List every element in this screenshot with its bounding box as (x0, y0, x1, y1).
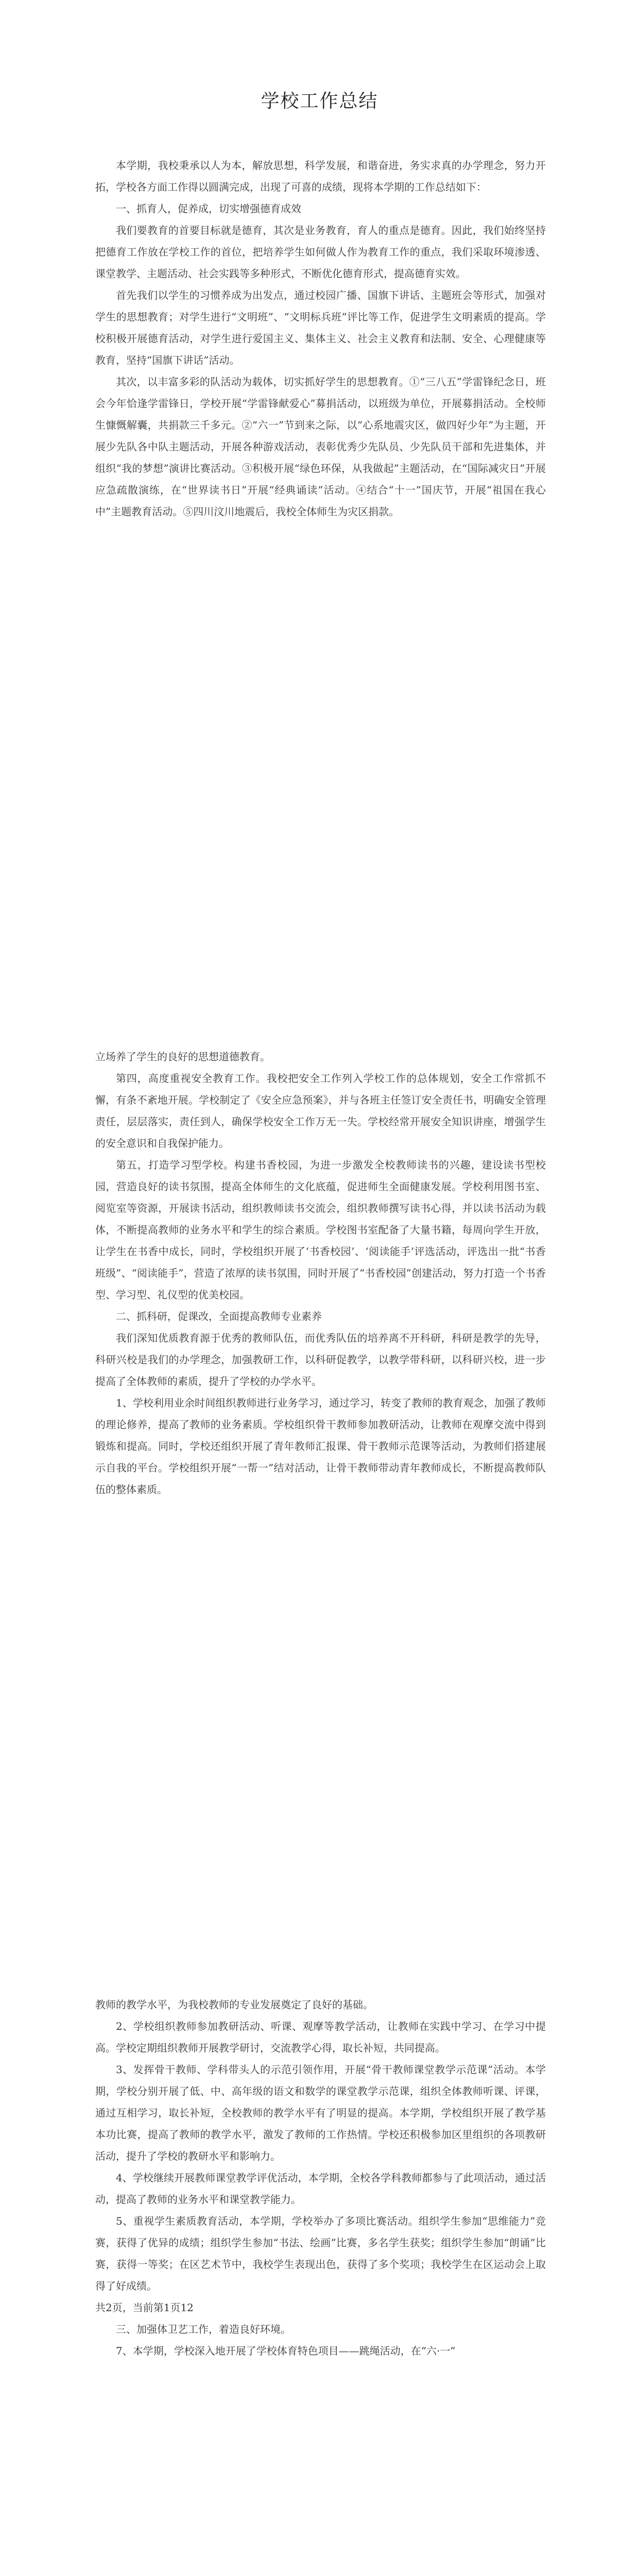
paragraph: 其次，以丰富多彩的队活动为载体，切实抓好学生的思想教育。①“三八五”学雷锋纪念日，班会今年恰逢学雷锋日，学校开展“学雷锋献爱心”募捐活动，以班级为单位，开展募捐活动。全校师生慷慨解囊，共捐款三千多元。②“六一”节到来之际，以“心系地震灾区，做四好少年”为主题，开展少先队各中队主题活动，开展各种游戏活动，表彰优秀少先队员、少先队员干部和先进集体，并组织“我的梦想”演讲比赛活动。③积极开展“绿色环保，从我做起”主题活动，在“国际减灾日”开展应急疏散演练，在“世界读书日”开展“经典诵读”活动。④结合“十一”国庆节，开展“祖国在我心中”主题教育活动。⑤四川汶川地震后，我校全体师生为灾区捐款。 (95, 376, 546, 518)
paragraph-intro: 本学期，我校秉承以人为本，解放思想，科学发展，和谐奋进，务实求真的办学理念，努力开拓，学校各方面工作得以圆满完成，出现了可喜的成绩，现将本学期的工作总结如下： (95, 159, 546, 193)
section-heading-3: 三、加强体卫艺工作，着造良好环境。 (116, 2323, 291, 2335)
page-title: 学校工作总结 (261, 91, 378, 112)
paragraph: 第四，高度重视安全教育工作。我校把安全工作列入学校工作的总体规划，安全工作常抓不懈，有条不紊地开展。学校制定了《安全应急预案》，并与各班主任签订安全责任书，明确安全管理责任，层层落实，责任到人，确保学校安全工作万无一失。学校经常开展安全知识讲座，增强学生的安全意识和自我保护能力。 (95, 1072, 546, 1149)
text-block-1 (95, 155, 546, 522)
text-block-2 (95, 1046, 546, 1500)
section-heading-1: 一、抓育人，促养成，切实增强德育成效 (116, 202, 301, 215)
paragraph: 4、学校继续开展教师课堂教学评优活动，本学期，全校各学科教师都参与了此项活动，通过活动，提高了教师的业务水平和课堂教学能力。 (95, 2172, 546, 2206)
page-indicator: 共2页，当前第1页12 (95, 2301, 194, 2314)
paragraph: 我们要教育的首要目标就是德育，其次是业务教育，育人的重点是德育。因此，我们始终坚持把德育工作放在学校工作的首位，把培养学生如何做人作为教育工作的重点，我们采取环境渗透、课堂教学、主题活动、社会实践等多种形式，不断优化德育形式，提高德育实效。 (95, 224, 546, 280)
paragraph: 首先我们以学生的习惯养成为出发点，通过校园广播、国旗下讲话、主题班会等形式，加强对学生的思想教育；对学生进行“文明班”、“文明标兵班”评比等工作，促进学生文明素质的提高。学校积极开展德育活动，对学生进行爱国主义、集体主义、社会主义教育和法制、安全、心理健康等教育，坚持“国旗下讲话”活动。 (95, 289, 546, 366)
paragraph: 2、学校组织教师参加教研活动、听课、观摩等教学活动，让教师在实践中学习、在学习中提高。学校定期组织教师开展教学研讨，交流教学心得，取长补短，共同提高。 (95, 2020, 546, 2054)
paragraph: 第五，打造学习型学校。构建书香校园，为进一步激发全校教师读书的兴趣，建设读书型校园，营造良好的读书氛围，提高全体师生的文化底蕴，促进师生全面健康发展。学校利用图书室、阅览室等资源，开展读书活动，组织教师读书交流会，组织教师撰写读书心得，并以读书活动为载体，不断提高教师的业务水平和学生的综合素质。学校图书室配备了大量书籍，每周向学生开放，让学生在书香中成长，同时，学校组织开展了‘书香校园’、‘阅读能手’评选活动，评选出一批“书香班级”、“阅读能手”，营造了浓厚的读书氛围，同时开展了“书香校园”创建活动，努力打造一个书香型、学习型、礼仪型的优美校园。 (95, 1159, 546, 1301)
paragraph: 我们深知优质教育源于优秀的教师队伍，而优秀队伍的培养离不开科研，科研是教学的先导，科研兴校是我们的办学理念，加强教研工作，以科研促教学，以教学带科研，以科研兴校，进一步提高了全体教师的素质，提升了学校的办学水平。 (95, 1332, 546, 1387)
paragraph: 5、重视学生素质教育活动，本学期，学校举办了多项比赛活动。组织学生参加“思维能力”竞赛，获得了优异的成绩；组织学生参加“书法、绘画”比赛，多名学生获奖；组织学生参加“朗诵”比赛，获得一等奖；在区艺术节中，我校学生表现出色，获得了多个奖项；我校学生在区运动会上取得了好成绩。 (95, 2215, 546, 2292)
paragraph: 1、学校利用业余时间组织教师进行业务学习，通过学习，转变了教师的教育观念，加强了教师的理论修养，提高了教师的业务素质。学校组织骨干教师参加教研活动，让教师在观摩交流中得到锻炼和提高。同时，学校还组织开展了青年教师汇报课、骨干教师示范课等活动，为教师们搭建展示自我的平台。学校组织开展“一帮一”结对活动，让骨干教师带动青年教师成长，不断提高教师队伍的整体素质。 (95, 1397, 546, 1496)
paragraph: 3、发挥骨干教师、学科带头人的示范引领作用，开展“骨干教师课堂教学示范课”活动。本学期，学校分别开展了低、中、高年级的语文和数学的课堂教学示范课，组织全体教师听课、评课，通过互相学习，取长补短，全校教师的教学水平有了明显的提高。本学期，学校组织开展了教学基本功比赛，提高了教师的教学水平，激发了教师的工作热情。学校还积极参加区里组织的各项教研活动，提升了学校的教研水平和影响力。 (95, 2063, 546, 2162)
paragraph: 7、本学期，学校深入地开展了学校体育特色项目——跳绳活动，在“六·一” (116, 2345, 456, 2357)
paragraph-continued: 立场养了学生的良好的思想道德教育。 (95, 1050, 270, 1063)
paragraph-continued: 教师的教学水平，为我校教师的专业发展奠定了良好的基础。 (95, 1998, 373, 2011)
section-heading-2: 二、抓科研，促课改，全面提高教师专业素养 (116, 1310, 322, 1323)
text-block-3 (95, 1994, 546, 2362)
